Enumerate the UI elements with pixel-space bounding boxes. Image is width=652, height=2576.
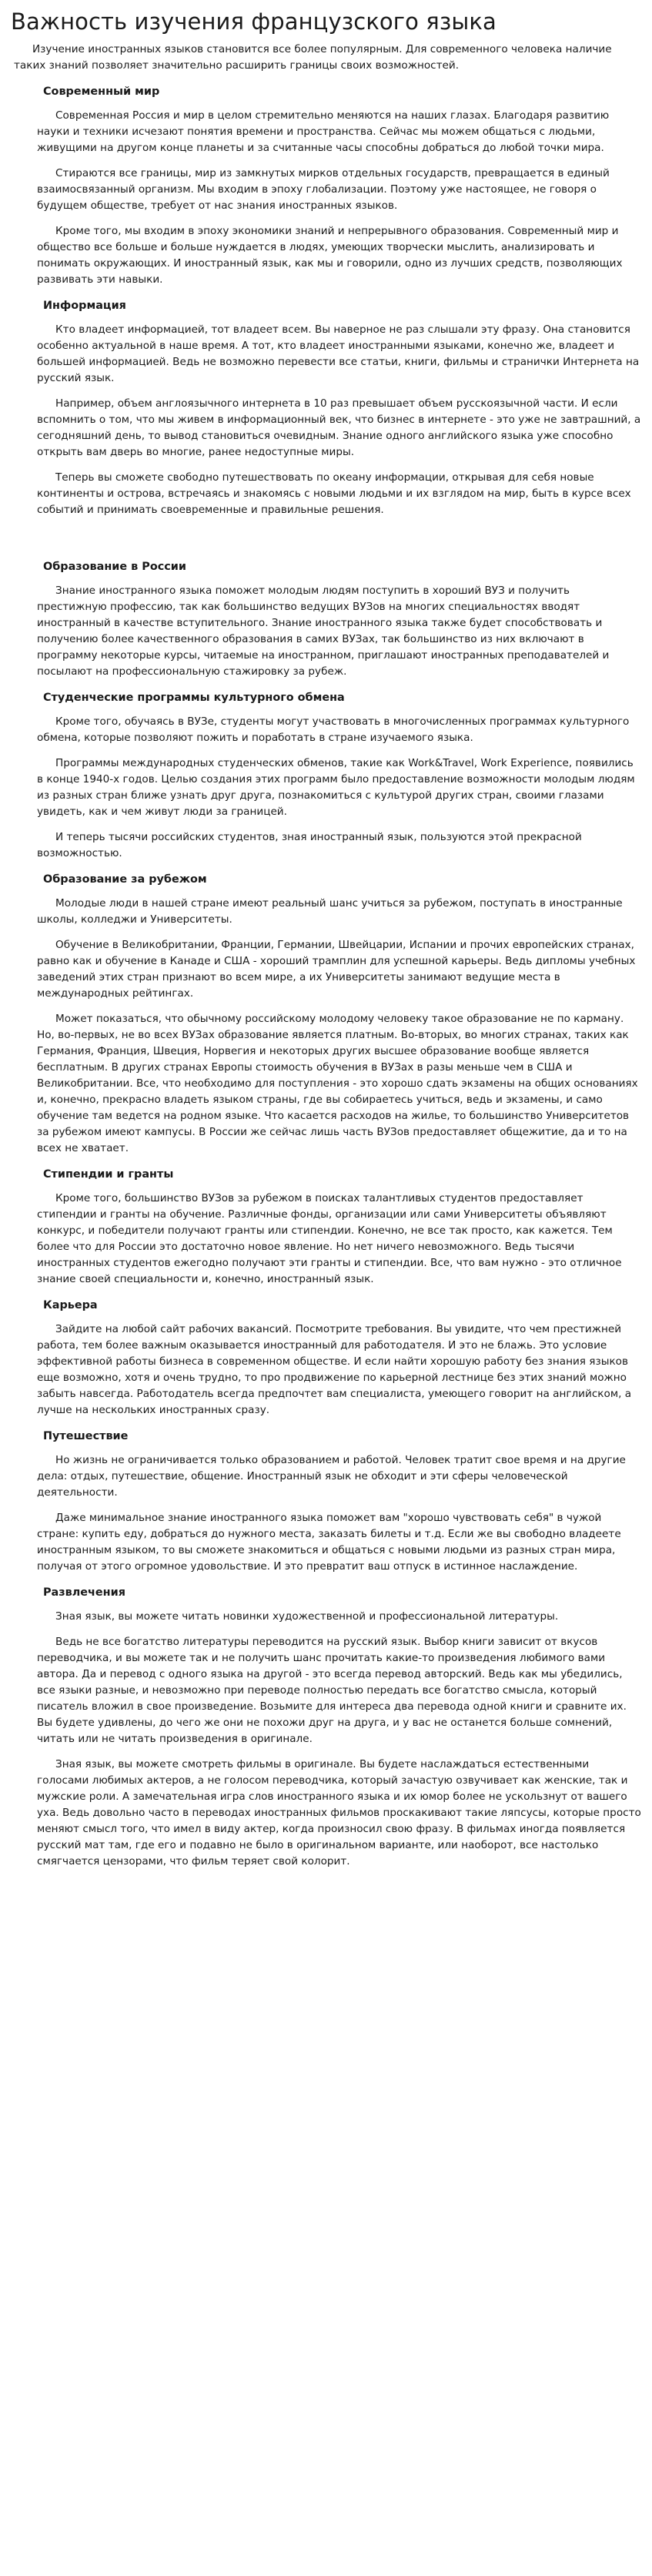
section-paragraph: И теперь тысячи российских студентов, зная иностранный язык, пользуются этой прекрасной возможностью. <box>37 831 582 859</box>
intro-paragraph: Изучение иностранных языков становится все более популярным. Для современного человека наличие таких знаний позволяет значительно расширить границы своих возможностей. <box>14 43 612 72</box>
section-paragraph: Кроме того, мы входим в эпоху экономики знаний и непрерывного образования. Современный мир и общество все больше и больше нуждается в людях, умеющих творчески мыслить, анализировать и понимать окружающих. И иностранный язык, как мы и говорили, одно из лучших средств, позволяющих развивать эти навыки. <box>37 225 623 286</box>
section-paragraph: Стираются все границы, мир из замкнутых мирков отдельных государств, превращается в единый взаимосвязанный организм. Мы входим в эпоху глобализации. Поэтому уже настоящее, не говоря о будущем обществе, требует от нас знания иностранных языков. <box>37 167 610 212</box>
section-paragraph: Может показаться, что обычному российскому молодому человеку такое образование не по карману. Но, во-первых, не во всех ВУЗах образование является платным. Во-вторых, во многих странах, таких как Германия, Франция, Швеция, Норвегия и некоторых других высшее образование вообще является бесплатным. В других странах Европы стоимость обучения в ВУЗах в разы меньше чем в США и Великобритании. Все, что необходимо для поступления - это хорошо сдать экзамены на общих основаниях и, конечно, прекрасно владеть языком страны, где вы собираетесь учиться, ведь и экзамены, и само обучение там ведется на родном языке. Что касается расходов на жилье, то большинство Университетов за рубежом имеют кампусы. В России же сейчас лишь часть ВУЗов предоставляет общежитие, да и то на всех не хватает. <box>37 1013 638 1154</box>
section-paragraph: Зная язык, вы можете читать новинки художественной и профессиональной литературы. <box>55 1610 559 1623</box>
section-paragraph: Современная Россия и мир в целом стремительно меняются на наших глазах. Благодаря развитию науки и техники исчезают понятия времени и пространства. Сейчас мы можем общаться с людьми, живущими на другом конце планеты и за считанные часы способны добраться до любой точки мира. <box>37 109 610 154</box>
section-paragraph: Кроме того, обучаясь в ВУЗе, студенты могут участвовать в многочисленных программах культурного обмена, которые позволяют пожить и поработать в стране изучаемого языка. <box>37 715 630 744</box>
section <box>37 83 641 288</box>
section-paragraph: Зная язык, вы можете смотреть фильмы в оригинале. Вы будете наслаждаться естественными голосами любимых актеров, а не голосом переводчика, который зачастую озвучивает как женские, так и мужские роли. А замечательная игра слов иностранного языка и их юмор более не ускользнут от вашего уха. Ведь довольно часто в переводах иностранных фильмов проскакивают такие ляпсусы, которые просто меняют смысл того, что имел в виду актер, когда произносил свою фразу. В фильмах иногда появляется русский мат там, где его и подавно не было в оригинальном варианте, или наоборот, все настолько смягчается цензорами, что фильм теряет свой колорит. <box>37 1758 641 1868</box>
section-paragraph: Молодые люди в нашей стране имеют реальный шанс учиться за рубежом, поступать в иностранные школы, колледжи и Университеты. <box>37 897 623 926</box>
section-paragraph: Например, объем англоязычного интернета в 10 раз превышает объем русскоязычной части. И если вспомнить о том, что мы живем в информационный век, что бизнес в интернете - это уже не завтрашний, а сегодняшний день, то вывод становиться очевидным. Знание одного английского языка уже способно открыть вам дверь во многие, ранее недоступные миры. <box>37 397 641 458</box>
section <box>37 297 641 518</box>
section-heading: Развлечения <box>43 1586 125 1599</box>
section-paragraph: Обучение в Великобритании, Франции, Германии, Швейцарии, Испании и прочих европейских странах, равно как и обучение в Канаде и США - хороший трамплин для успешной карьеры. Ведь дипломы учебных заведений этих стран признают во всем мире, а их Университеты занимают ведущие места в международных рейтингах. <box>37 939 636 1000</box>
section-paragraph: Кроме того, большинство ВУЗов за рубежом в поисках талантливых студентов предоставляет стипендии и гранты на обучение. Различные фонды, организации или сами Университеты объявляют конкурс, и победители получают гранты или стипендии. Конечно, не все так просто, как кажется. Тем более что для России это достаточно новое явление. Но нет ничего невозможного. Ведь тысячи иностранных студентов ежегодно получают эти гранты и стипендии. Все, что вам нужно - это отличное знание своей специальности и, конечно, иностранный язык. <box>37 1192 622 1285</box>
section-heading: Путешествие <box>43 1430 129 1442</box>
section <box>37 1166 641 1288</box>
page-title: Важность изучения французского языка <box>11 8 497 35</box>
section <box>37 558 641 680</box>
section <box>37 1584 641 1870</box>
section-heading: Современный мир <box>43 85 160 98</box>
section-heading: Образование за рубежом <box>43 873 207 886</box>
section-heading: Карьера <box>43 1299 98 1311</box>
section-paragraph: Знание иностранного языка поможет молодым людям поступить в хороший ВУЗ и получить престижную профессию, так как большинство ведущих ВУЗов на многих специальностях вводят иностранный в качестве вступительного. Знание иностранного языка также будет способствовать и получению более качественного образования в самих ВУЗах, так большинство из них включают в программу некоторые курсы, читаемые на иностранном, приглашают иностранных преподавателей и посылают на профессиональную стажировку за рубеж. <box>37 585 610 678</box>
section <box>37 871 641 1157</box>
section-paragraph: Кто владеет информацией, тот владеет всем. Вы наверное не раз слышали эту фразу. Она становится особенно актуальной в наше время. А тот, кто владеет иностранными языками, конечно же, владеет и большей информацией. Ведь не возможно перевести все статьи, книги, фильмы и странички Интернета на русский язык. <box>37 323 640 384</box>
section-heading: Стипендии и гранты <box>43 1168 174 1181</box>
section <box>37 1428 641 1575</box>
section-paragraph: Даже минимальное знание иностранного языка поможет вам "хорошо чувствовать себя" в чужой стране: купить еду, добраться до нужного места, заказать билеты и т.д. Если же вы свободно владеете иностранным языком, то вы сможете знакомиться и общаться с новыми людьми из разных стран мира, получая от этого огромное удовольствие. И это превратит ваш отпуск в истинное наслаждение. <box>37 1512 621 1573</box>
section-paragraph: Но жизнь не ограничивается только образованием и работой. Человек тратит свое время и на другие дела: отдых, путешествие, общение. Иностранный язык не обходит и эти сферы человеческой деятельности. <box>37 1454 626 1499</box>
section-heading: Студенческие программы культурного обмена <box>43 692 345 704</box>
section-heading: Информация <box>43 300 126 312</box>
section-paragraph: Программы международных студенческих обменов, такие как Work&Travel, Work Experience, появились в конце 1940-х годов. Целью создания этих программ было предоставление возможности молодым людям из разных стран ближе узнать друг друга, познакомиться с культурой других стран, своими глазами увидеть, как и чем живут люди за границей. <box>37 757 635 818</box>
section <box>37 689 641 862</box>
sections-container <box>11 83 641 1870</box>
section-paragraph: Ведь не все богатство литературы переводится на русский язык. Выбор книги зависит от вкусов переводчика, и вы можете так и не получить шанс прочитать какие-то произведения любимого вами автора. Да и перевод с одного языка на другой - это всегда перевод авторский. Ведь как мы убедились, все языки разные, и невозможно при переводе полностью передать все богатство смысла, который писатель вложил в свое произведение. Возьмите для интереса два перевода одной книги и сравните их. Вы будете удивлены, до чего же они не похожи друг на друга, и у вас не останется больше сомнений, читать или не читать произведения в оригинале. <box>37 1636 627 1745</box>
section-paragraph: Теперь вы сможете свободно путешествовать по океану информации, открывая для себя новые континенты и острова, встречаясь и знакомясь с новыми людьми и их взглядом на мир, быть в курсе всех событий и принимать своевременные и правильные решения. <box>37 471 631 516</box>
section-paragraph: Зайдите на любой сайт рабочих вакансий. Посмотрите требования. Вы увидите, что чем престижней работа, тем более важным оказывается иностранный для работодателя. И это не блажь. Это условие эффективной работы бизнеса в современном обществе. И если найти хорошую работу без знания языков еще возможно, хотя и очень трудно, то про продвижение по карьерной лестнице без этих знаний можно забыть навсегда. Работодатель всегда предпочтет вам специалиста, умеющего говорит на английском, а лучше на нескольких иностранных сразу. <box>37 1323 632 1416</box>
section-spacer <box>11 528 641 558</box>
section-heading: Образование в России <box>43 561 186 573</box>
section <box>37 1297 641 1419</box>
